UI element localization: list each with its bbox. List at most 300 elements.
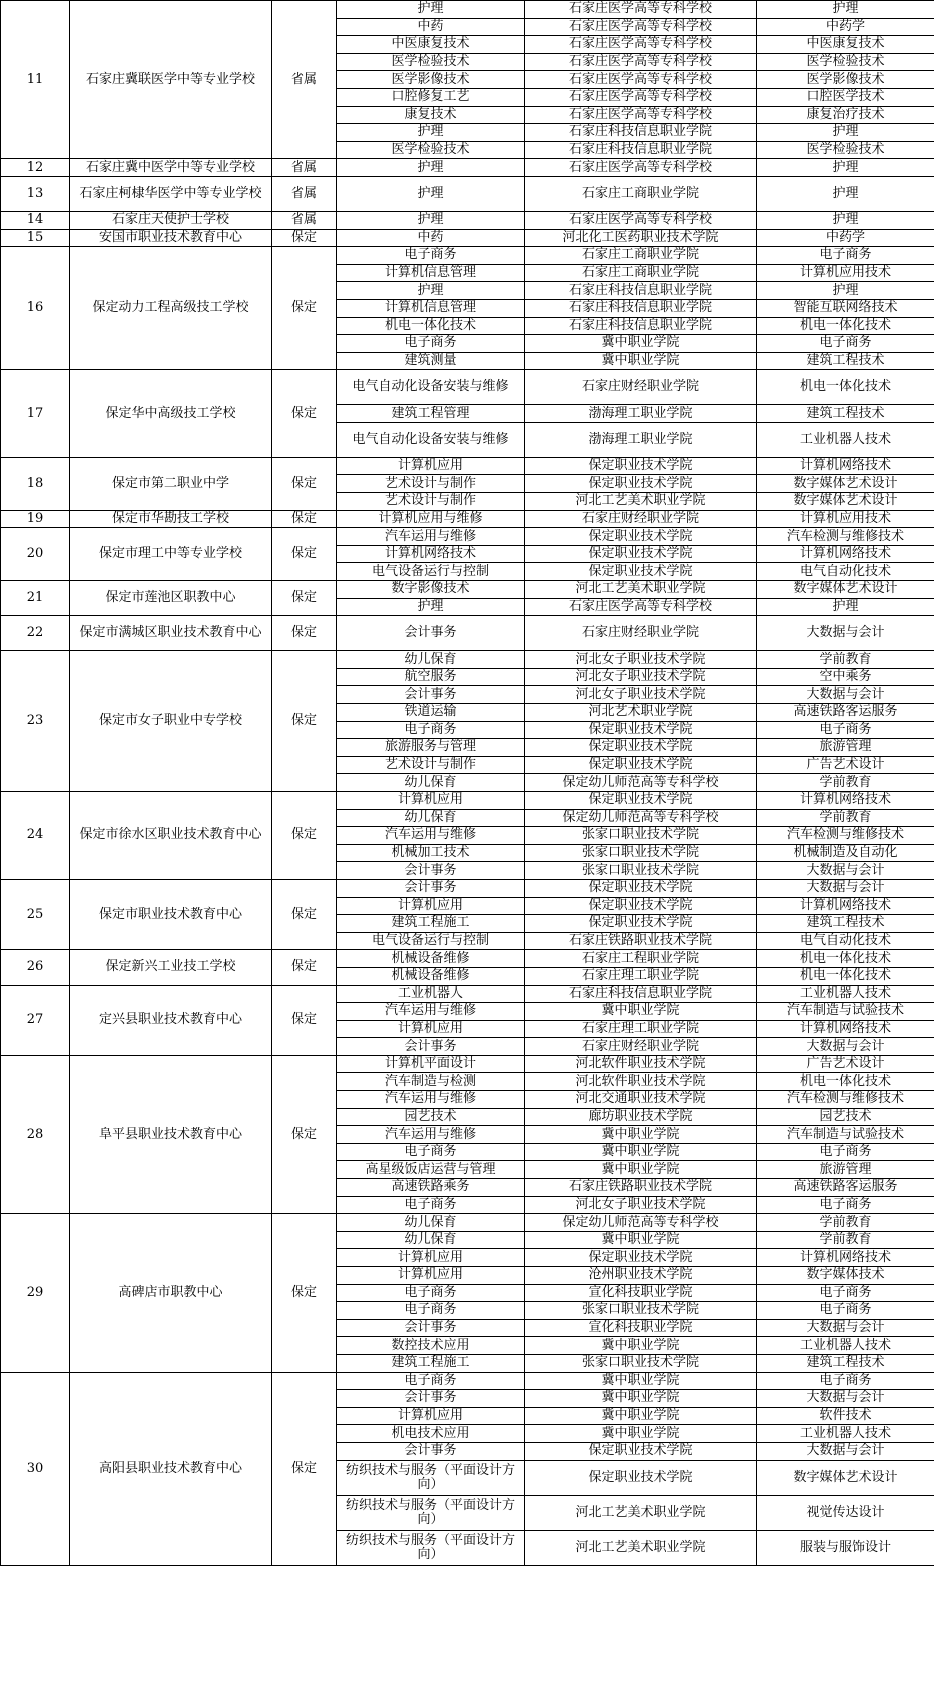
higher-college: 石家庄工程职业学院 xyxy=(525,950,757,968)
secondary-major: 会计事务 xyxy=(337,686,525,704)
higher-college: 保定职业技术学院 xyxy=(525,791,757,809)
higher-major: 智能互联网络技术 xyxy=(757,299,934,317)
higher-major: 电气自动化技术 xyxy=(757,932,934,950)
row-number: 13 xyxy=(1,176,70,211)
row-number: 23 xyxy=(1,651,70,792)
row-number: 14 xyxy=(1,211,70,229)
higher-college: 保定职业技术学院 xyxy=(525,721,757,739)
higher-major: 机电一体化技术 xyxy=(757,967,934,985)
table-row xyxy=(1,879,934,897)
jurisdiction: 保定 xyxy=(272,1214,337,1372)
higher-college: 保定幼儿师范高等专科学校 xyxy=(525,809,757,827)
higher-college: 冀中职业学院 xyxy=(525,1372,757,1390)
higher-major: 护理 xyxy=(757,176,934,211)
higher-major: 数字媒体艺术设计 xyxy=(757,493,934,511)
higher-major: 建筑工程技术 xyxy=(757,1354,934,1372)
secondary-major: 幼儿保育 xyxy=(337,651,525,669)
secondary-major: 艺术设计与制作 xyxy=(337,475,525,493)
higher-college: 石家庄医学高等专科学校 xyxy=(525,211,757,229)
higher-major: 计算机网络技术 xyxy=(757,791,934,809)
table-row xyxy=(1,1055,934,1073)
secondary-major: 电气设备运行与控制 xyxy=(337,563,525,581)
school-name: 石家庄天使护士学校 xyxy=(70,211,272,229)
secondary-major: 幼儿保育 xyxy=(337,1214,525,1232)
higher-college: 冀中职业学院 xyxy=(525,1003,757,1021)
higher-college: 石家庄医学高等专科学校 xyxy=(525,36,757,54)
higher-college: 保定职业技术学院 xyxy=(525,1442,757,1460)
higher-college: 保定职业技术学院 xyxy=(525,1249,757,1267)
higher-college: 石家庄科技信息职业学院 xyxy=(525,985,757,1003)
higher-college: 保定职业技术学院 xyxy=(525,915,757,933)
school-name: 保定市女子职业中专学校 xyxy=(70,651,272,792)
higher-college: 石家庄财经职业学院 xyxy=(525,1038,757,1056)
higher-college: 沧州职业技术学院 xyxy=(525,1267,757,1285)
jurisdiction: 保定 xyxy=(272,581,337,616)
row-number: 12 xyxy=(1,159,70,177)
higher-major: 工业机器人技术 xyxy=(757,422,934,457)
higher-major: 电子商务 xyxy=(757,1196,934,1214)
higher-college: 保定职业技术学院 xyxy=(525,475,757,493)
secondary-major: 护理 xyxy=(337,159,525,177)
higher-major: 广告艺术设计 xyxy=(757,1055,934,1073)
secondary-major: 汽车运用与维修 xyxy=(337,1003,525,1021)
higher-major: 计算机网络技术 xyxy=(757,1020,934,1038)
higher-major: 电气自动化技术 xyxy=(757,563,934,581)
higher-major: 护理 xyxy=(757,282,934,300)
higher-college: 张家口职业技术学院 xyxy=(525,844,757,862)
higher-major: 计算机网络技术 xyxy=(757,897,934,915)
jurisdiction: 保定 xyxy=(272,1372,337,1565)
higher-major: 大数据与会计 xyxy=(757,1038,934,1056)
table-row xyxy=(1,510,934,528)
higher-major: 大数据与会计 xyxy=(757,1319,934,1337)
secondary-major: 会计事务 xyxy=(337,616,525,651)
higher-college: 张家口职业技术学院 xyxy=(525,827,757,845)
higher-major: 汽车制造与试验技术 xyxy=(757,1126,934,1144)
higher-college: 冀中职业学院 xyxy=(525,1337,757,1355)
secondary-major: 中药 xyxy=(337,18,525,36)
secondary-major: 计算机应用 xyxy=(337,897,525,915)
higher-major: 软件技术 xyxy=(757,1407,934,1425)
row-number: 28 xyxy=(1,1055,70,1213)
higher-college: 张家口职业技术学院 xyxy=(525,1302,757,1320)
secondary-major: 会计事务 xyxy=(337,1319,525,1337)
higher-college: 保定职业技术学院 xyxy=(525,457,757,475)
school-name: 保定市莲池区职教中心 xyxy=(70,581,272,616)
row-number: 20 xyxy=(1,528,70,581)
higher-college: 河北女子职业技术学院 xyxy=(525,1196,757,1214)
jurisdiction: 保定 xyxy=(272,1055,337,1213)
jurisdiction: 保定 xyxy=(272,370,337,458)
secondary-major: 电子商务 xyxy=(337,335,525,353)
higher-college: 冀中职业学院 xyxy=(525,335,757,353)
secondary-major: 幼儿保育 xyxy=(337,774,525,792)
secondary-major: 会计事务 xyxy=(337,1390,525,1408)
higher-major: 大数据与会计 xyxy=(757,616,934,651)
school-name: 石家庄柯棣华医学中等专业学校 xyxy=(70,176,272,211)
table-row xyxy=(1,229,934,247)
higher-college: 石家庄医学高等专科学校 xyxy=(525,53,757,71)
secondary-major: 计算机应用 xyxy=(337,1020,525,1038)
higher-college: 石家庄科技信息职业学院 xyxy=(525,141,757,159)
higher-major: 学前教育 xyxy=(757,774,934,792)
higher-college: 河北工艺美术职业学院 xyxy=(525,1530,757,1565)
secondary-major: 护理 xyxy=(337,1,525,19)
secondary-major: 机械设备维修 xyxy=(337,967,525,985)
higher-college: 渤海理工职业学院 xyxy=(525,422,757,457)
secondary-major: 汽车运用与维修 xyxy=(337,528,525,546)
higher-major: 机电一体化技术 xyxy=(757,1073,934,1091)
higher-major: 数字媒体艺术设计 xyxy=(757,1460,934,1495)
jurisdiction: 保定 xyxy=(272,457,337,510)
higher-major: 学前教育 xyxy=(757,1231,934,1249)
jurisdiction: 保定 xyxy=(272,616,337,651)
school-name: 保定市满城区职业技术教育中心 xyxy=(70,616,272,651)
secondary-major: 电气设备运行与控制 xyxy=(337,932,525,950)
higher-major: 空中乘务 xyxy=(757,668,934,686)
higher-major: 护理 xyxy=(757,159,934,177)
higher-college: 保定职业技术学院 xyxy=(525,545,757,563)
table-row xyxy=(1,159,934,177)
secondary-major: 计算机应用 xyxy=(337,1249,525,1267)
higher-college: 保定幼儿师范高等专科学校 xyxy=(525,1214,757,1232)
secondary-major: 纺织技术与服务（平面设计方向） xyxy=(337,1495,525,1530)
secondary-major: 电子商务 xyxy=(337,1372,525,1390)
higher-major: 电子商务 xyxy=(757,1302,934,1320)
higher-college: 渤海理工职业学院 xyxy=(525,405,757,423)
higher-college: 石家庄财经职业学院 xyxy=(525,616,757,651)
secondary-major: 机械设备维修 xyxy=(337,950,525,968)
higher-major: 计算机网络技术 xyxy=(757,1249,934,1267)
jurisdiction: 省属 xyxy=(272,176,337,211)
secondary-major: 建筑测量 xyxy=(337,352,525,370)
table-row xyxy=(1,985,934,1003)
higher-major: 中医康复技术 xyxy=(757,36,934,54)
higher-college: 石家庄工商职业学院 xyxy=(525,176,757,211)
secondary-major: 铁道运输 xyxy=(337,704,525,722)
secondary-major: 电气自动化设备安装与维修 xyxy=(337,370,525,405)
secondary-major: 护理 xyxy=(337,211,525,229)
higher-major: 建筑工程技术 xyxy=(757,352,934,370)
higher-college: 保定职业技术学院 xyxy=(525,756,757,774)
secondary-major: 幼儿保育 xyxy=(337,809,525,827)
higher-major: 大数据与会计 xyxy=(757,862,934,880)
higher-college: 冀中职业学院 xyxy=(525,1143,757,1161)
higher-college: 廊坊职业技术学院 xyxy=(525,1108,757,1126)
table-row xyxy=(1,528,934,546)
higher-college: 冀中职业学院 xyxy=(525,1390,757,1408)
secondary-major: 航空服务 xyxy=(337,668,525,686)
higher-college: 河北工艺美术职业学院 xyxy=(525,1495,757,1530)
higher-major: 学前教育 xyxy=(757,809,934,827)
higher-major: 电子商务 xyxy=(757,247,934,265)
higher-college: 河北工艺美术职业学院 xyxy=(525,581,757,599)
school-name: 阜平县职业技术教育中心 xyxy=(70,1055,272,1213)
secondary-major: 计算机信息管理 xyxy=(337,299,525,317)
higher-major: 电子商务 xyxy=(757,1143,934,1161)
higher-major: 广告艺术设计 xyxy=(757,756,934,774)
secondary-major: 汽车运用与维修 xyxy=(337,1091,525,1109)
higher-major: 计算机网络技术 xyxy=(757,457,934,475)
higher-college: 石家庄理工职业学院 xyxy=(525,1020,757,1038)
higher-major: 学前教育 xyxy=(757,651,934,669)
higher-major: 高速铁路客运服务 xyxy=(757,704,934,722)
school-name: 保定华中高级技工学校 xyxy=(70,370,272,458)
school-name: 保定市理工中等专业学校 xyxy=(70,528,272,581)
higher-college: 冀中职业学院 xyxy=(525,1126,757,1144)
secondary-major: 计算机平面设计 xyxy=(337,1055,525,1073)
row-number: 16 xyxy=(1,247,70,370)
higher-college: 保定职业技术学院 xyxy=(525,1460,757,1495)
higher-college: 保定职业技术学院 xyxy=(525,897,757,915)
higher-college: 石家庄医学高等专科学校 xyxy=(525,18,757,36)
row-number: 22 xyxy=(1,616,70,651)
secondary-major: 汽车制造与检测 xyxy=(337,1073,525,1091)
higher-college: 保定职业技术学院 xyxy=(525,563,757,581)
higher-major: 建筑工程技术 xyxy=(757,405,934,423)
higher-major: 大数据与会计 xyxy=(757,1390,934,1408)
higher-major: 数字媒体艺术设计 xyxy=(757,475,934,493)
row-number: 17 xyxy=(1,370,70,458)
secondary-major: 计算机应用 xyxy=(337,457,525,475)
higher-college: 石家庄医学高等专科学校 xyxy=(525,88,757,106)
table-row xyxy=(1,370,934,405)
table-row xyxy=(1,1372,934,1390)
higher-college: 石家庄科技信息职业学院 xyxy=(525,317,757,335)
secondary-major: 计算机应用 xyxy=(337,1267,525,1285)
row-number: 19 xyxy=(1,510,70,528)
secondary-major: 护理 xyxy=(337,598,525,616)
higher-major: 电子商务 xyxy=(757,721,934,739)
jurisdiction: 保定 xyxy=(272,528,337,581)
higher-college: 石家庄工商职业学院 xyxy=(525,247,757,265)
jurisdiction: 保定 xyxy=(272,247,337,370)
school-name: 保定市华勘技工学校 xyxy=(70,510,272,528)
row-number: 29 xyxy=(1,1214,70,1372)
higher-major: 工业机器人技术 xyxy=(757,1425,934,1443)
secondary-major: 计算机网络技术 xyxy=(337,545,525,563)
higher-major: 医学检验技术 xyxy=(757,141,934,159)
row-number: 24 xyxy=(1,791,70,879)
jurisdiction: 省属 xyxy=(272,1,337,159)
table-row xyxy=(1,950,934,968)
secondary-major: 电子商务 xyxy=(337,1196,525,1214)
secondary-major: 护理 xyxy=(337,282,525,300)
secondary-major: 纺织技术与服务（平面设计方向） xyxy=(337,1530,525,1565)
higher-major: 视觉传达设计 xyxy=(757,1495,934,1530)
higher-major: 中药学 xyxy=(757,229,934,247)
higher-major: 机电一体化技术 xyxy=(757,950,934,968)
higher-major: 服装与服饰设计 xyxy=(757,1530,934,1565)
higher-major: 工业机器人技术 xyxy=(757,1337,934,1355)
table-row xyxy=(1,651,934,669)
higher-major: 旅游管理 xyxy=(757,739,934,757)
secondary-major: 艺术设计与制作 xyxy=(337,493,525,511)
jurisdiction: 保定 xyxy=(272,950,337,985)
school-name: 高碑店市职教中心 xyxy=(70,1214,272,1372)
secondary-major: 汽车运用与维修 xyxy=(337,1126,525,1144)
secondary-major: 口腔修复工艺 xyxy=(337,88,525,106)
secondary-major: 会计事务 xyxy=(337,862,525,880)
higher-college: 石家庄铁路职业技术学院 xyxy=(525,1179,757,1197)
secondary-major: 会计事务 xyxy=(337,879,525,897)
table-row xyxy=(1,247,934,265)
higher-major: 建筑工程技术 xyxy=(757,915,934,933)
secondary-major: 护理 xyxy=(337,124,525,142)
secondary-major: 计算机信息管理 xyxy=(337,264,525,282)
higher-major: 机械制造及自动化 xyxy=(757,844,934,862)
school-name: 保定市徐水区职业技术教育中心 xyxy=(70,791,272,879)
table-row xyxy=(1,616,934,651)
secondary-major: 艺术设计与制作 xyxy=(337,756,525,774)
higher-college: 石家庄科技信息职业学院 xyxy=(525,282,757,300)
secondary-major: 汽车运用与维修 xyxy=(337,827,525,845)
table-row xyxy=(1,176,934,211)
secondary-major: 高速铁路乘务 xyxy=(337,1179,525,1197)
table-row xyxy=(1,1214,934,1232)
higher-major: 汽车检测与维修技术 xyxy=(757,528,934,546)
jurisdiction: 保定 xyxy=(272,791,337,879)
higher-college: 冀中职业学院 xyxy=(525,1161,757,1179)
jurisdiction: 保定 xyxy=(272,651,337,792)
higher-college: 河北女子职业技术学院 xyxy=(525,668,757,686)
table-row xyxy=(1,581,934,599)
higher-major: 大数据与会计 xyxy=(757,686,934,704)
higher-major: 园艺技术 xyxy=(757,1108,934,1126)
higher-college: 河北交通职业技术学院 xyxy=(525,1091,757,1109)
higher-college: 石家庄理工职业学院 xyxy=(525,967,757,985)
higher-college: 保定职业技术学院 xyxy=(525,739,757,757)
secondary-major: 电子商务 xyxy=(337,1302,525,1320)
secondary-major: 高星级饭店运营与管理 xyxy=(337,1161,525,1179)
row-number: 21 xyxy=(1,581,70,616)
row-number: 11 xyxy=(1,1,70,159)
secondary-major: 电子商务 xyxy=(337,1284,525,1302)
secondary-major: 纺织技术与服务（平面设计方向） xyxy=(337,1460,525,1495)
higher-college: 冀中职业学院 xyxy=(525,1231,757,1249)
higher-college: 冀中职业学院 xyxy=(525,1407,757,1425)
higher-college: 石家庄医学高等专科学校 xyxy=(525,159,757,177)
higher-college: 石家庄医学高等专科学校 xyxy=(525,71,757,89)
higher-college: 张家口职业技术学院 xyxy=(525,1354,757,1372)
table-body xyxy=(1,1,934,1566)
higher-major: 电子商务 xyxy=(757,1284,934,1302)
higher-college: 石家庄医学高等专科学校 xyxy=(525,106,757,124)
secondary-major: 会计事务 xyxy=(337,1442,525,1460)
higher-major: 汽车检测与维修技术 xyxy=(757,827,934,845)
school-name: 保定市第二职业中学 xyxy=(70,457,272,510)
higher-major: 大数据与会计 xyxy=(757,879,934,897)
higher-college: 河北软件职业技术学院 xyxy=(525,1055,757,1073)
table-row xyxy=(1,211,934,229)
higher-college: 石家庄财经职业学院 xyxy=(525,510,757,528)
higher-college: 张家口职业技术学院 xyxy=(525,862,757,880)
secondary-major: 电子商务 xyxy=(337,1143,525,1161)
school-name: 保定新兴工业技工学校 xyxy=(70,950,272,985)
higher-college: 石家庄医学高等专科学校 xyxy=(525,1,757,19)
jurisdiction: 保定 xyxy=(272,985,337,1055)
secondary-major: 幼儿保育 xyxy=(337,1231,525,1249)
higher-major: 护理 xyxy=(757,124,934,142)
secondary-major: 电子商务 xyxy=(337,247,525,265)
secondary-major: 医学影像技术 xyxy=(337,71,525,89)
secondary-major: 中药 xyxy=(337,229,525,247)
secondary-major: 旅游服务与管理 xyxy=(337,739,525,757)
row-number: 25 xyxy=(1,879,70,949)
higher-college: 石家庄财经职业学院 xyxy=(525,370,757,405)
secondary-major: 机电一体化技术 xyxy=(337,317,525,335)
secondary-major: 会计事务 xyxy=(337,1038,525,1056)
higher-major: 机电一体化技术 xyxy=(757,317,934,335)
higher-major: 计算机应用技术 xyxy=(757,510,934,528)
higher-college: 河北化工医药职业技术学院 xyxy=(525,229,757,247)
higher-major: 机电一体化技术 xyxy=(757,370,934,405)
higher-major: 高速铁路客运服务 xyxy=(757,1179,934,1197)
school-name: 保定动力工程高级技工学校 xyxy=(70,247,272,370)
higher-college: 河北工艺美术职业学院 xyxy=(525,493,757,511)
secondary-major: 中医康复技术 xyxy=(337,36,525,54)
secondary-major: 机械加工技术 xyxy=(337,844,525,862)
row-number: 27 xyxy=(1,985,70,1055)
jurisdiction: 省属 xyxy=(272,211,337,229)
school-name: 高阳县职业技术教育中心 xyxy=(70,1372,272,1565)
jurisdiction: 保定 xyxy=(272,879,337,949)
school-name: 石家庄冀联医学中等专业学校 xyxy=(70,1,272,159)
higher-college: 宣化科技职业学院 xyxy=(525,1284,757,1302)
table-row xyxy=(1,457,934,475)
secondary-major: 建筑工程施工 xyxy=(337,915,525,933)
table-row xyxy=(1,791,934,809)
secondary-major: 护理 xyxy=(337,176,525,211)
higher-major: 计算机网络技术 xyxy=(757,545,934,563)
higher-college: 石家庄工商职业学院 xyxy=(525,264,757,282)
secondary-major: 计算机应用 xyxy=(337,1407,525,1425)
higher-major: 中药学 xyxy=(757,18,934,36)
row-number: 15 xyxy=(1,229,70,247)
higher-college: 河北软件职业技术学院 xyxy=(525,1073,757,1091)
secondary-major: 建筑工程施工 xyxy=(337,1354,525,1372)
secondary-major: 电气自动化设备安装与维修 xyxy=(337,422,525,457)
jurisdiction: 保定 xyxy=(272,510,337,528)
secondary-major: 数字影像技术 xyxy=(337,581,525,599)
school-name: 石家庄冀中医学中等专业学校 xyxy=(70,159,272,177)
higher-major: 护理 xyxy=(757,211,934,229)
secondary-major: 工业机器人 xyxy=(337,985,525,1003)
higher-college: 保定职业技术学院 xyxy=(525,879,757,897)
higher-major: 护理 xyxy=(757,598,934,616)
higher-college: 河北女子职业技术学院 xyxy=(525,686,757,704)
secondary-major: 电子商务 xyxy=(337,721,525,739)
higher-major: 护理 xyxy=(757,1,934,19)
table-row xyxy=(1,1,934,19)
higher-college: 石家庄科技信息职业学院 xyxy=(525,299,757,317)
higher-college: 河北女子职业技术学院 xyxy=(525,651,757,669)
higher-college: 河北艺术职业学院 xyxy=(525,704,757,722)
higher-major: 大数据与会计 xyxy=(757,1442,934,1460)
higher-major: 工业机器人技术 xyxy=(757,985,934,1003)
row-number: 18 xyxy=(1,457,70,510)
secondary-major: 医学检验技术 xyxy=(337,141,525,159)
row-number: 30 xyxy=(1,1372,70,1565)
higher-major: 医学影像技术 xyxy=(757,71,934,89)
secondary-major: 康复技术 xyxy=(337,106,525,124)
secondary-major: 计算机应用与维修 xyxy=(337,510,525,528)
higher-college: 冀中职业学院 xyxy=(525,352,757,370)
higher-major: 数字媒体技术 xyxy=(757,1267,934,1285)
higher-major: 电子商务 xyxy=(757,335,934,353)
higher-college: 冀中职业学院 xyxy=(525,1425,757,1443)
higher-major: 数字媒体艺术设计 xyxy=(757,581,934,599)
